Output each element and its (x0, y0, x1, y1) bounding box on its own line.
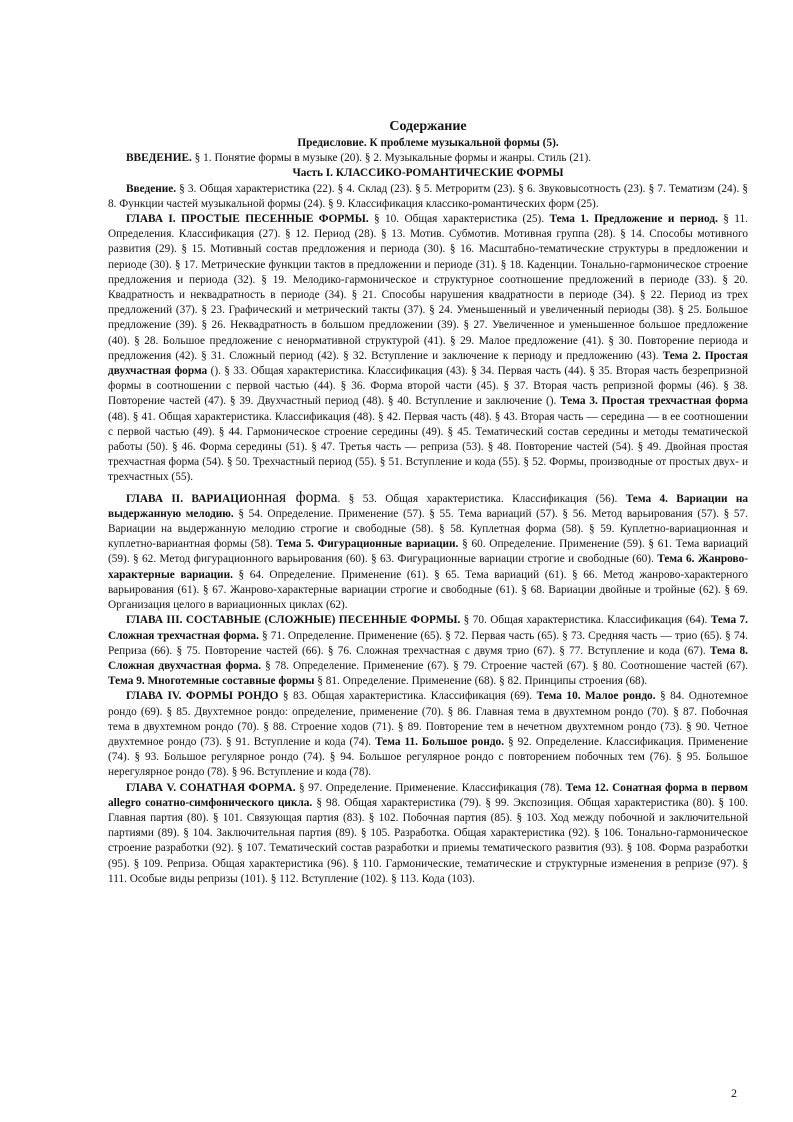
theme-10-label: Тема 10. Малое рондо. (536, 690, 656, 703)
chapter-5-text-2: § 98. Общая характеристика (79). § 99. Экспозиция. Общая характеристика (80). § 100. Главная партия (80). § 101. Связующая партия (83). § 102. Побочная партия (85). § 103. Ход между побочной и заключительной партиями (89). § 104. Заключительная партия (89). § 105. Разработка. Общая характеристика (92). § 106. Тонально-гармоническое строение разработки (92). § 107. Тематический состав разработки и приемы тематического развития (93). § 108. Форма разработки (95). § 109. Реприза. Общая характеристика (96). § 110. Гармонические, тематические и структурные изменения в репризе (97). § 111. Особые виды репризы (101). § 112. Вступление (102). § 113. Кода (103). (108, 796, 748, 885)
theme-2-label: Тема 2. Простая двухчастная форма (108, 349, 748, 378)
theme-5-label: Тема 5. Фигурационные вариации. (276, 538, 459, 551)
theme-12-label: Тема 12. Сонатная форма в первом allegro сонатно-симфонического цикла. (108, 781, 748, 809)
chapter-3-text-3: § 78. Определение. Применение (67). § 79. Строение частей (67). § 80. Соотношение частей (67). (261, 659, 748, 672)
chapter-5-label: ГЛАВА V. СОНАТНАЯ ФОРМА. (126, 781, 296, 794)
part-title (108, 166, 748, 181)
introduction-entry (108, 151, 748, 166)
theme-9-label: Тема 9. Многотемные составные формы (108, 675, 315, 688)
chapter-1-text-3: (). § 33. Общая характеристика. Классификация (43). § 34. Первая часть (44). § 35. Вторая часть безрепризной формы в соотношении с первой частью (44). § 36. Форма второй части (45). § 37. Вторая часть репризной формы (46). § 38. Повторение частей (47). § 39. Двухчастный период (48). § 40. Вступление и заключение (). (108, 365, 748, 408)
chapter-4-entry (108, 689, 748, 780)
chapter-4-label: ГЛАВА IV. ФОРМЫ РОНДО (126, 690, 279, 703)
chapter-4-text-3: § 92. Определение. Классификация. Применение (74). § 93. Большое регулярное рондо (74). § 94. Большое регулярное рондо с повторением побочных тем (76). § 95. Большое нерегулярное рондо (78). § 96. Вступление и кода (78). (108, 735, 748, 779)
chapter-2-label: ГЛАВА II. ВАРИАЦИ (126, 492, 248, 505)
chapter-3-text-2: § 71. Определение. Применение (65). § 72. Первая часть (65). § 73. Средняя часть — трио (65). § 74. Реприза (66). § 75. Повторение частей (66). § 76. Сложная трехчастная с двумя трио (67). § 77. Вступление и кода (67). (108, 629, 748, 657)
chapter-2-text-3: § 60. Определение. Применение (59). § 61. Тема вариаций (59). § 62. Метод фигурационного варьирования (60). § 63. Фигурационные вариации строгие и свободные (60). (108, 538, 749, 566)
chapter-3-text-4: § 81. Определение. Применение (68). § 82. Принципы строения (68). (314, 675, 648, 688)
chapter-4-text-1: § 83. Общая характеристика. Классификация (69). (278, 690, 537, 703)
theme-7-label: Тема 7. Сложная трехчастная форма. (108, 614, 748, 642)
chapter-1-text-2: § 11. Определения. Классификация (27). § 12. Период (28). § 13. Мотив. Субмотив. Мотивная группа (28). § 14. Способы мотивного развития (29). § 15. Мотивный состав предложения и периода (30). § 16. Масштабно-тематические структуры в предложении и периоде (30). § 17. Метрические функции тактов в предложении и периоде (31). § 18. Каденции. Тонально-гармоническое строение предложения и периода (32). § 19. Мелодико-гармоническое и структурное соотношение предложений в периоде (33). § 20. Квадратность и неквадратность в периоде (34). § 21. Способы нарушения квадратности в периоде (34). § 22. Период из трех предложений (37). § 23. Графический и метрический такты (37). § 24. Уменьшенный и увеличенный периоды (38). § 25. Большое предложение (39). § 26. Неквадратность в большом предложении (39). § 27. Увеличенное и уменьшенное большое предложение (40). § 28. Большое предложение с ненормативной структурой (41). § 29. Малое предложение (41). § 30. Повторение периода и предложения (42). § 31. Сложный период (42). § 32. Вступление и заключение к периоду и предложению (43). (108, 213, 748, 362)
chapter-5-entry (108, 781, 748, 887)
part-intro-text: § 3. Общая характеристика (22). § 4. Склад (23). § 5. Метроритм (23). § 6. Звуковысотность (23). § 7. Тематизм (24). § 8. Функции частей музыкальной формы (24). § 9. Классификация классико-романтических форм (25). (108, 182, 748, 210)
chapter-5-text-1: § 97. Определение. Применение. Классификация (78). (295, 781, 566, 794)
theme-4-label: Тема 4. Вариации на выдержанную мелодию. (108, 492, 748, 520)
chapter-2-text-2: § 54. Определение. Применение (57). § 55. Тема вариаций (57). § 56. Метод варьирования (57). § 57. Вариации на выдержанную мелодию строгие и свободные (58). § 58. Куплетная форма (58). § 59. Куплетно-вариационная и куплетно-вариантная формы (58). (108, 507, 748, 551)
table-of-contents (108, 118, 748, 887)
preface-entry (108, 136, 748, 151)
chapter-1-text-1: § 10. Общая характеристика (25). (368, 213, 550, 226)
introduction-label: ВВЕДЕНИЕ. (126, 152, 192, 165)
chapter-2-text-4: § 64. Определение. Применение (61). § 65. Тема вариаций (61). § 66. Метод жанрово-характерного варьирования (61). § 67. Жанрово-характерные вариации строгие и свободные (61). § 68. Вариации двойные и тройные (62). § 69. Организация целого в вариационных циклах (62). (108, 568, 748, 612)
theme-1-label: Тема 1. Предложение и период. (549, 213, 718, 226)
chapter-1-label: ГЛАВА I. ПРОСТЫЕ ПЕСЕННЫЕ ФОРМЫ. (126, 213, 369, 226)
chapter-1-entry (108, 212, 748, 486)
chapter-2-label-big: онная форма (247, 488, 338, 506)
part-title-text: Часть I. КЛАССИКО-РОМАНТИЧЕСКИЕ ФОРМЫ (292, 167, 564, 180)
chapter-3-label: ГЛАВА III. СОСТАВНЫЕ (СЛОЖНЫЕ) ПЕСЕННЫЕ ФОРМЫ. (126, 614, 461, 627)
chapter-3-entry (108, 613, 748, 689)
preface-label: Предисловие. К проблеме музыкальной формы (5). (297, 137, 559, 149)
page-number: 2 (731, 1086, 737, 1100)
part-intro-entry (108, 182, 748, 212)
chapter-3-text-1: § 70. Общая характеристика. Классификация (64). (460, 614, 711, 627)
theme-3-label: Тема 3. Простая трехчастная форма (560, 395, 748, 408)
theme-6-label: Тема 6. Жанрово-характерные вариации. (108, 553, 748, 581)
chapter-2-entry (108, 490, 748, 614)
chapter-4-text-2: § 84. Однотемное рондо (69). § 85. Двухтемное рондо: определение, применение (70). § 86. Главная тема в двухтемном рондо (70). § 87. Побочная тема в двухтемном рондо (70). § 88. Строение ходов (71). § 89. Повторение тем в нечетном двухтемном рондо (73). § 90. Четное двухтемное рондо (73). § 91. Вступление и кода (74). (108, 690, 748, 748)
theme-8-label: Тема 8. Сложная двухчастная форма. (108, 644, 748, 672)
introduction-text: § 1. Понятие формы в музыке (20). § 2. Музыкальные формы и жанры. Стиль (21). (191, 152, 592, 165)
chapter-1-text-4: (48). § 41. Общая характеристика. Классификация (48). § 42. Первая часть (48). § 43. Вторая часть — середина — в ее соотношении с первой частью (49). § 44. Гармоническое строение середины (49). § 45. Тематический состав середины и методы тематической работы (50). § 46. Форма середины (51). § 47. Третья часть — реприза (53). § 48. Повторение частей (54). § 49. Двойная простая трехчастная форма (54). § 50. Трехчастный период (55). § 51. Вступление и кода (55). § 52. Формы, производные от простых двух- и трехчастных (55). (108, 410, 748, 484)
page-title: Содержание (389, 119, 467, 134)
part-intro-label: Введение. (126, 182, 177, 195)
chapter-2-text-1: . § 53. Общая характеристика. Классификация (56). (337, 492, 626, 505)
theme-11-label: Тема 11. Большое рондо. (375, 735, 505, 748)
